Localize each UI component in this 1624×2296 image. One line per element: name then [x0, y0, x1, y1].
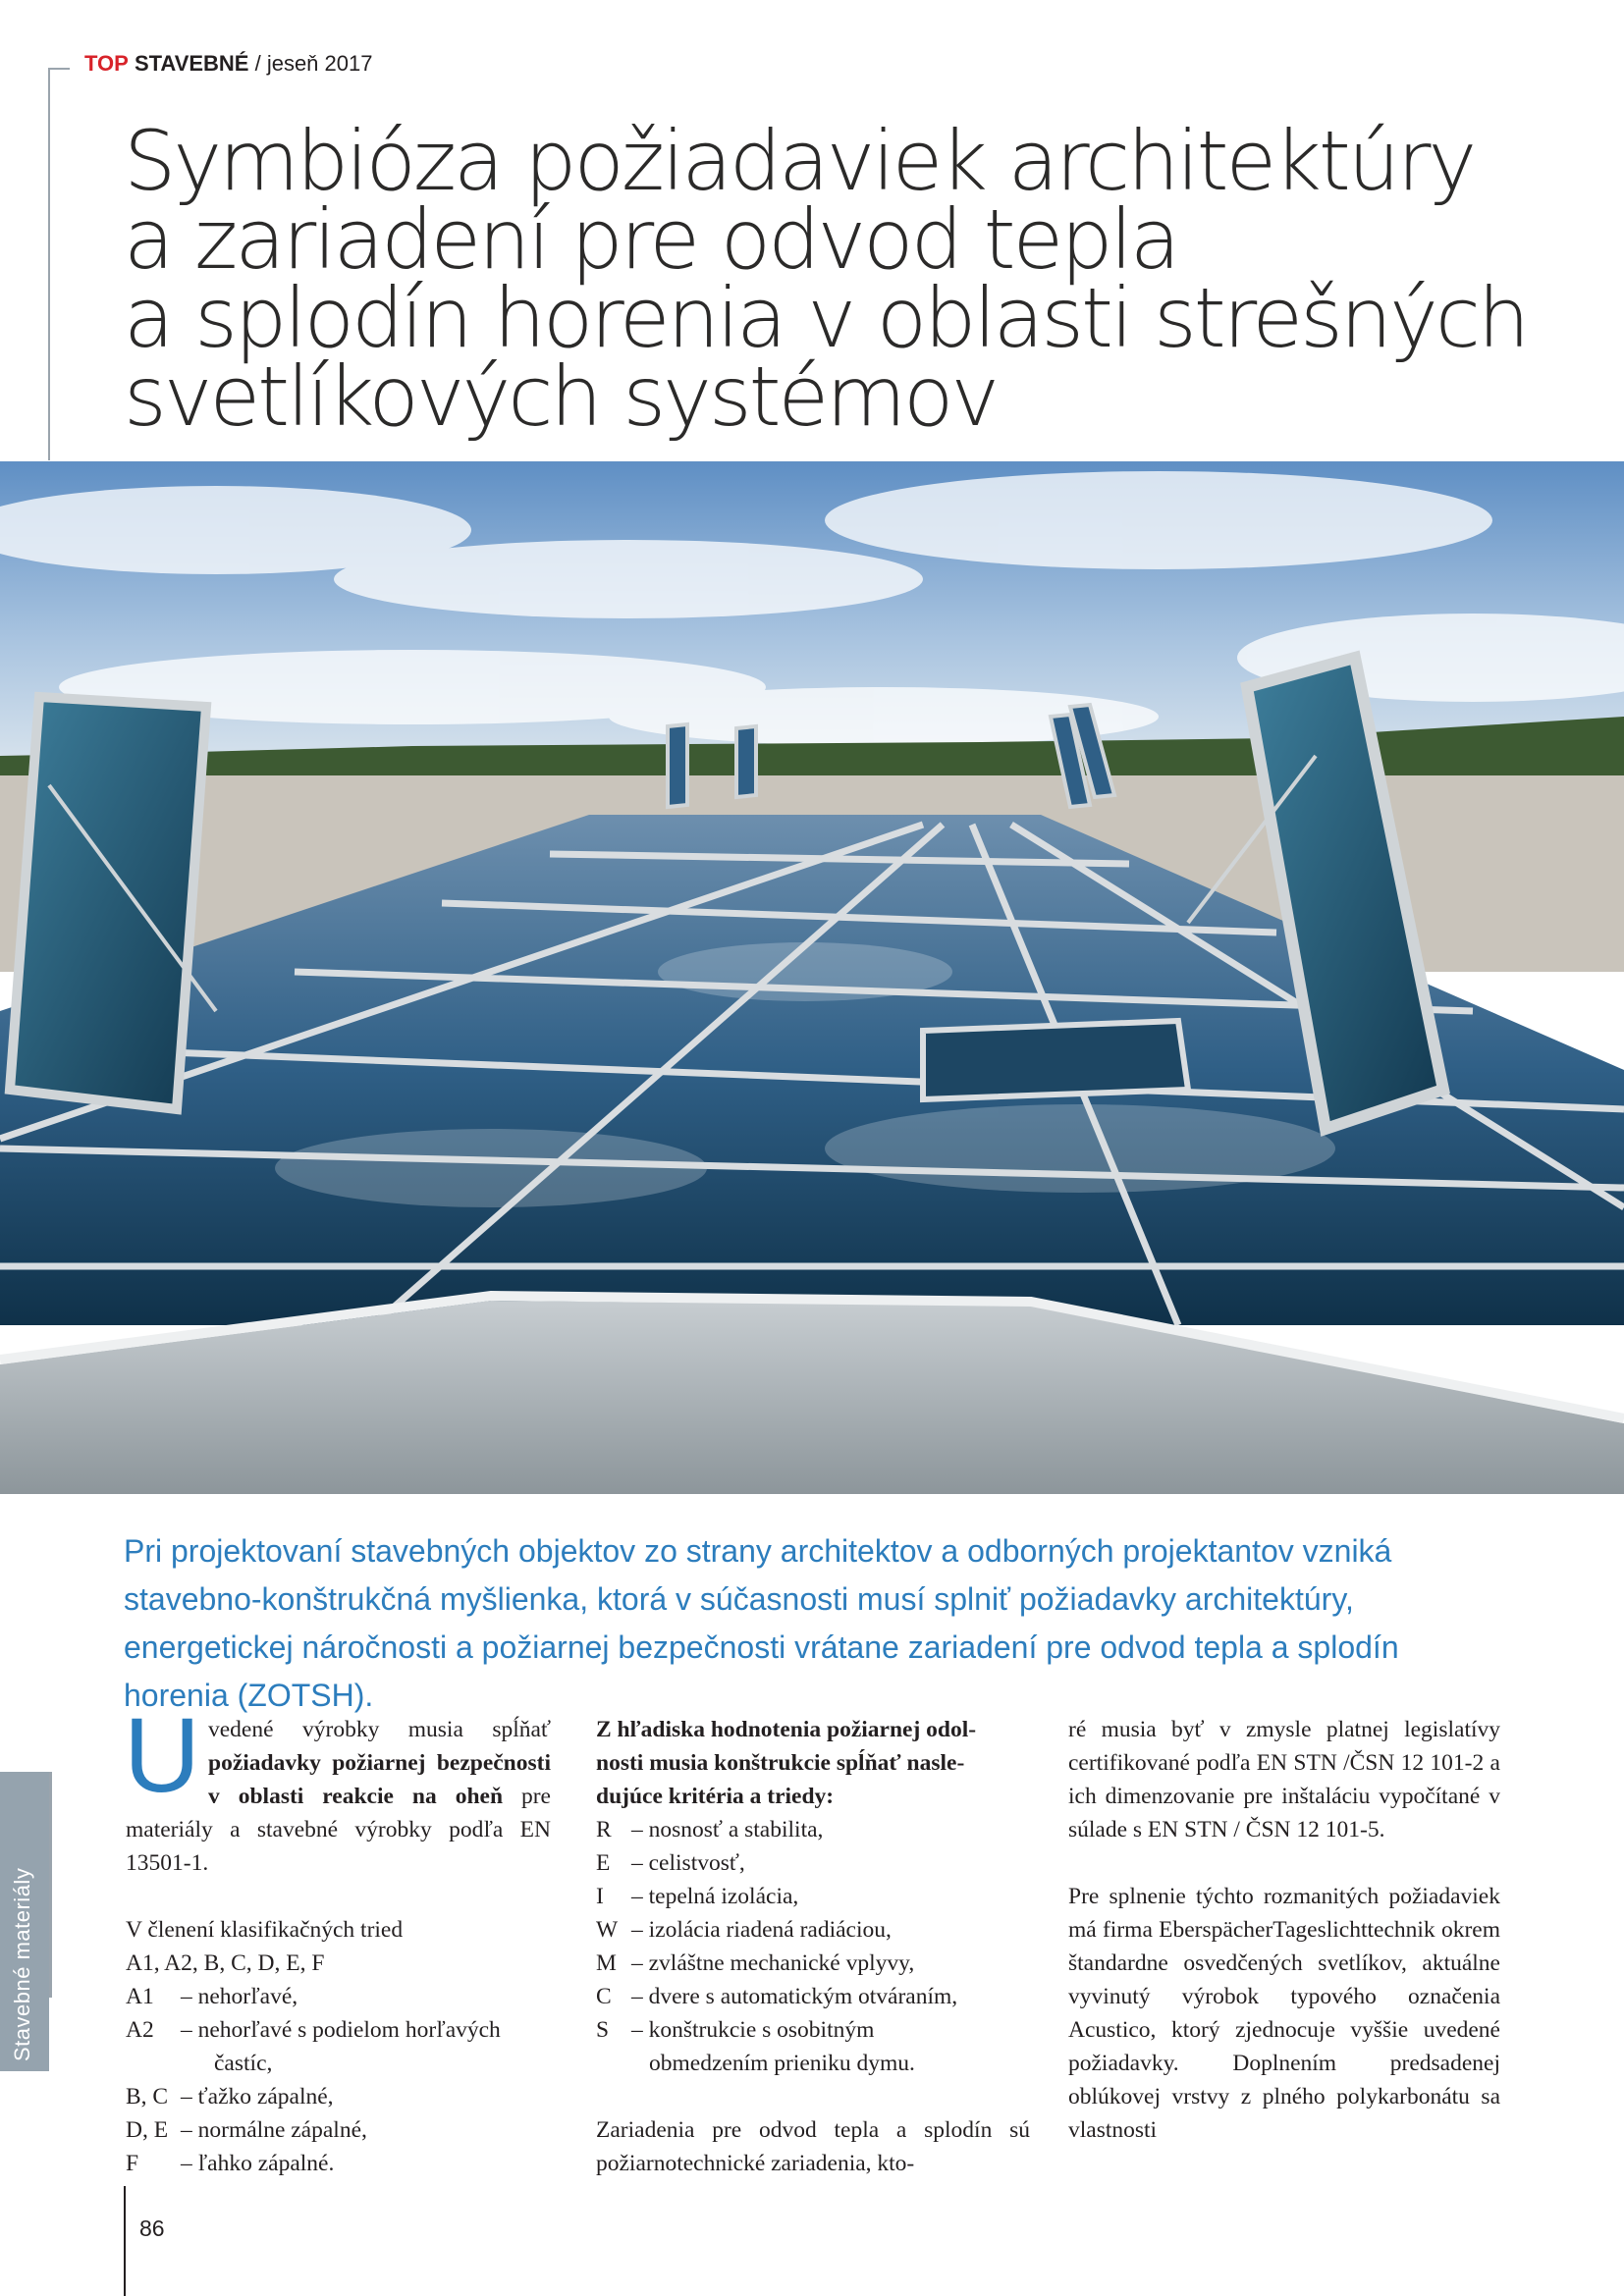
class-item [126, 1980, 551, 2013]
title-line: a zariadení pre odvod tepla [124, 191, 1178, 288]
criterion-text: – izolácia riadená radiáciou, [631, 1917, 892, 1943]
criterion-item [596, 2047, 1030, 2080]
lead-paragraph: Pri projektovaní stavebných objektov zo strany architektov a odborných projektantov vzniká stavebno-konštrukčná myšlienka, ktorá v súčasnosti musí splniť požiadavky architektúry, energetickej náročnosti a požiarnej bezpečnosti vrátane zariadení pre odvod tepla a splodín horenia (ZOTSH). [124, 1533, 1399, 1713]
body-column-1 [124, 1695, 551, 2180]
class-key [126, 2047, 181, 2080]
class-text: – nehorľavé, [181, 1984, 298, 2009]
criterion-key: R [596, 1817, 612, 1842]
article-title [124, 113, 1547, 445]
class-text: – ľahko zápalné. [181, 2151, 335, 2176]
class-key: A2 [126, 2017, 154, 2043]
criterion-text: – nosnosť a stabilita, [631, 1817, 824, 1842]
running-header [84, 49, 372, 79]
brand-top: TOP [84, 51, 129, 76]
header-vertical-rule [48, 68, 50, 460]
classes-intro: V členení klasifikačných tried [126, 1917, 404, 1943]
criterion-item [596, 1813, 1030, 1846]
criterion-item [596, 1913, 1030, 1947]
class-item [126, 2147, 551, 2180]
criterion-key: C [596, 1984, 612, 2009]
criterion-text: obmedzením prieniku dymu. [649, 2051, 915, 2076]
class-key: A1 [126, 1984, 154, 2009]
body-column-3 [1068, 1713, 1500, 2147]
criterion-key: W [596, 1917, 619, 1943]
criterion-text: – konštrukcie s osobitným [631, 2017, 875, 2043]
body-column-2 [596, 1713, 1030, 2180]
class-item [126, 2080, 551, 2113]
skylight-roof-photo [0, 461, 1624, 1494]
classes-list: A1, A2, B, C, D, E, F [126, 1950, 325, 1976]
class-text: – normálne zápalné, [181, 2117, 367, 2143]
intro-paragraph [124, 1695, 551, 1880]
title-line: Symbióza požiadaviek architektúry [124, 113, 1475, 209]
header-rule [48, 68, 70, 70]
criteria-heading: dujúce kritéria a triedy: [596, 1784, 835, 1809]
criterion-key: I [596, 1884, 604, 1909]
criterion-text: – dvere s automatickým otváraním, [631, 1984, 958, 2009]
class-item [126, 2013, 551, 2047]
brand-stavebne: STAVEBNÉ [134, 51, 249, 76]
page-number: 86 [139, 2216, 165, 2241]
footer-rule [124, 2186, 126, 2296]
criterion-item [596, 1880, 1030, 1913]
section-label: Stavebné materiály [10, 1867, 34, 2061]
class-text: – nehorľavé s podielom horľavých [181, 2017, 501, 2043]
drop-cap: U [124, 1695, 200, 1814]
intro-text: vedené výrobky musia spĺňať [208, 1717, 551, 1742]
criteria-heading: nosti musia konštrukcie spĺňať nasle- [596, 1750, 965, 1776]
class-key: F [126, 2151, 139, 2176]
title-line: svetlíkových systémov [124, 348, 998, 445]
class-item [126, 2113, 551, 2147]
class-text: – ťažko zápalné, [181, 2084, 334, 2109]
ztsh-paragraph: Zariadenia pre odvod tepla a splodín sú požiarnotechnické zariadenia, kto- [596, 2117, 1030, 2176]
criterion-key: E [596, 1850, 611, 1876]
issue-label: / jeseň 2017 [248, 51, 373, 76]
title-line: a splodín horenia v oblasti strešných [124, 270, 1528, 366]
criterion-text: – celistvosť, [631, 1850, 745, 1876]
criterion-text: – tepelná izolácia, [631, 1884, 799, 1909]
criterion-item [596, 1947, 1030, 1980]
criterion-key: S [596, 2017, 610, 2043]
class-key: B, C [126, 2084, 169, 2109]
criterion-item [596, 1980, 1030, 2013]
criterion-item [596, 2013, 1030, 2047]
side-rail-rule [49, 1772, 52, 1998]
criterion-item [596, 1846, 1030, 1880]
class-item [126, 2047, 551, 2080]
criterion-key: M [596, 1950, 617, 1976]
class-text: častíc, [214, 2051, 273, 2076]
intro-emphasis: požiadavky požiarnej bezpečnosti v oblasti reakcie na oheň [208, 1750, 551, 1809]
legislation-paragraph: ré musia byť v zmysle platnej legislatívy certifikované podľa EN STN /ČSN 12 101-2 a ich dimenzovanie pre inštaláciu vypočítané v súlade s EN STN / ČSN 12 101-5. [1068, 1717, 1500, 1842]
intro-text-end: pre materiály a stavebné výrobky podľa EN 13501-1. [126, 1784, 551, 1876]
acustico-paragraph: Pre splnenie týchto rozmanitých požiadaviek má firma EberspächerTageslichttechnik okrem štandardne osvedčených svetlíkov, aktuálne vyvinutý výrobok typového označenia Acustico, ktorý zjednocuje vyššie uvedené požiadavky. Doplnením predsadenej oblúkovej vrstvy z plného polykarbonátu sa vlastnosti [1068, 1884, 1500, 2143]
criterion-key [596, 2047, 631, 2080]
class-key: D, E [126, 2117, 169, 2143]
criterion-text: – zvláštne mechanické vplyvy, [631, 1950, 915, 1976]
criteria-heading: Z hľadiska hodnotenia požiarnej odol- [596, 1717, 977, 1742]
